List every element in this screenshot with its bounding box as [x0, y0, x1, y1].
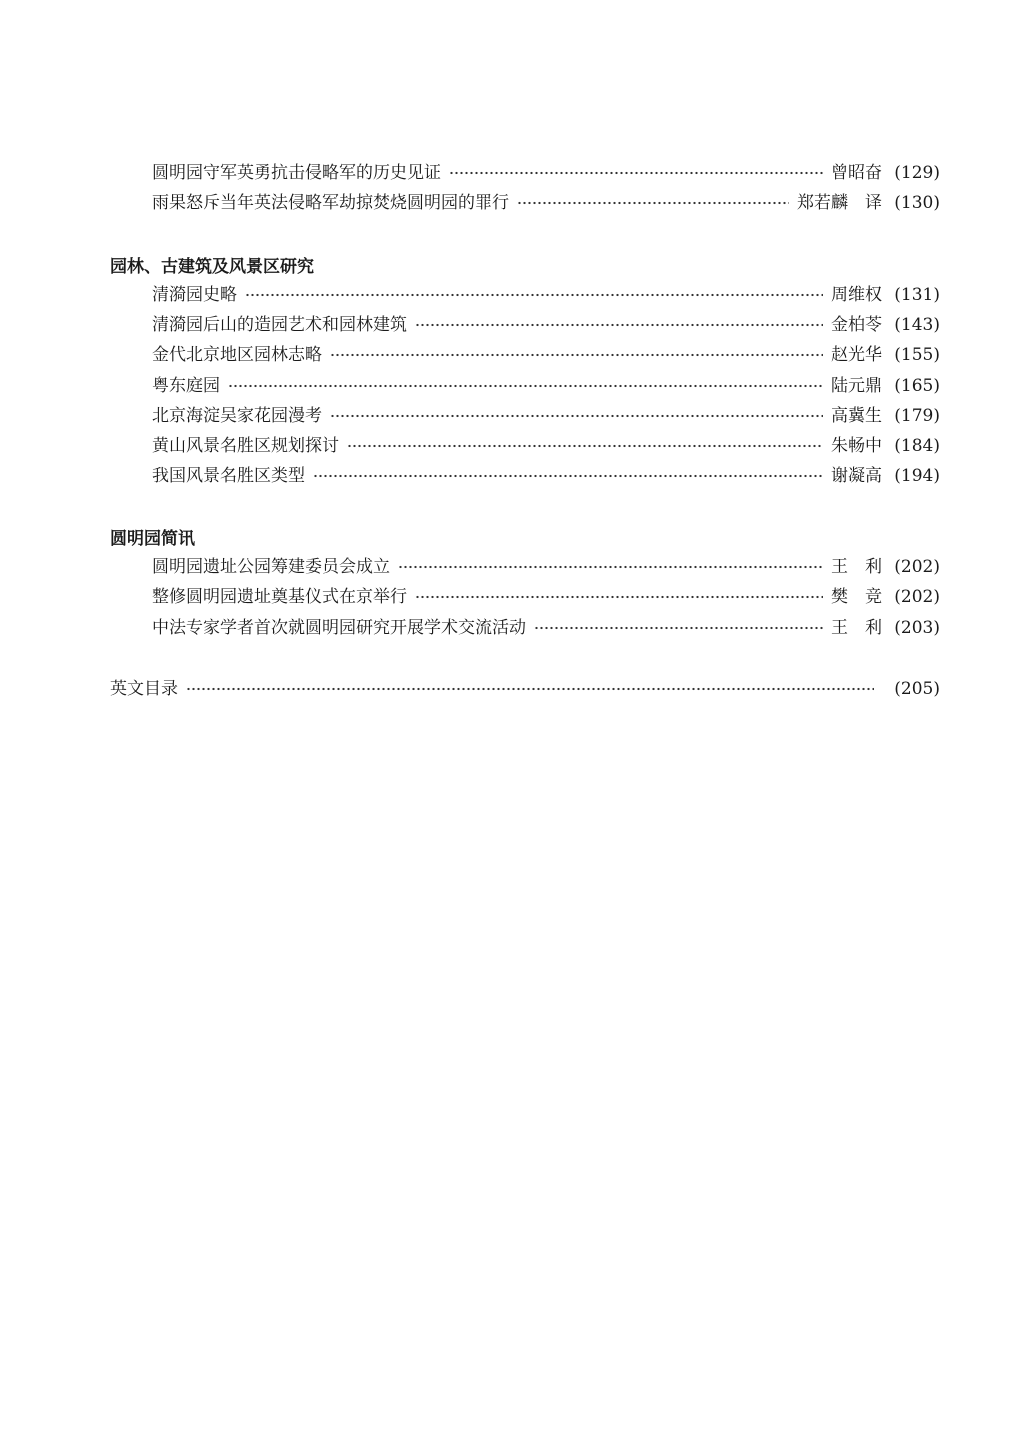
entry-author: 赵光华	[831, 345, 882, 365]
dot-leader	[245, 293, 823, 297]
dot-leader	[347, 444, 823, 448]
toc-entry[interactable]	[152, 617, 940, 639]
entry-page: (130)	[894, 193, 940, 213]
dot-leader	[330, 414, 823, 418]
section-heading: 圆明园简讯	[110, 529, 195, 549]
entry-title: 中法专家学者首次就圆明园研究开展学术交流活动	[152, 618, 526, 638]
dot-leader	[330, 353, 823, 357]
dot-leader	[398, 565, 823, 569]
entry-author: 高冀生	[831, 406, 882, 426]
entry-title: 英文目录	[110, 679, 178, 699]
dot-leader	[313, 474, 823, 478]
entry-title: 我国风景名胜区类型	[152, 466, 305, 486]
entry-page: (165)	[894, 376, 940, 396]
toc-entry[interactable]	[152, 162, 940, 184]
toc-entry[interactable]	[152, 586, 940, 608]
dot-leader	[415, 595, 823, 599]
toc-entry[interactable]	[152, 556, 940, 578]
entry-title: 金代北京地区园林志略	[152, 345, 322, 365]
entry-author: 曾昭奋	[831, 163, 882, 183]
section-heading: 园林、古建筑及风景区研究	[110, 257, 314, 277]
entry-title: 北京海淀吴家花园漫考	[152, 406, 322, 426]
entry-page: (203)	[894, 618, 940, 638]
entry-page: (202)	[894, 587, 940, 607]
entry-title: 圆明园遗址公园筹建委员会成立	[152, 557, 390, 577]
entry-author: 郑若麟 译	[797, 193, 882, 213]
toc-entry[interactable]	[152, 465, 940, 487]
toc-entry[interactable]	[152, 284, 940, 306]
entry-author: 王 利	[831, 557, 882, 577]
toc-entry[interactable]	[152, 314, 940, 336]
entry-title: 雨果怒斥当年英法侵略军劫掠焚烧圆明园的罪行	[152, 193, 509, 213]
entry-author: 王 利	[831, 618, 882, 638]
dot-leader	[415, 323, 823, 327]
entry-page: (155)	[894, 345, 940, 365]
dot-leader	[228, 384, 823, 388]
entry-page: (129)	[894, 163, 940, 183]
entry-author: 陆元鼎	[831, 376, 882, 396]
dot-leader	[517, 201, 789, 205]
entry-page: (205)	[894, 679, 940, 699]
entry-title: 清漪园后山的造园艺术和园林建筑	[152, 315, 407, 335]
entry-author: 谢凝高	[831, 466, 882, 486]
dot-leader	[449, 171, 823, 175]
entry-author: 周维权	[831, 285, 882, 305]
entry-author: 朱畅中	[831, 436, 882, 456]
toc-entry[interactable]	[152, 344, 940, 366]
entry-page: (179)	[894, 406, 940, 426]
toc-entry[interactable]	[152, 435, 940, 457]
toc-entry[interactable]	[152, 192, 940, 214]
toc-entry-english[interactable]	[110, 678, 940, 700]
entry-title: 圆明园守军英勇抗击侵略军的历史见证	[152, 163, 441, 183]
entry-title: 整修圆明园遗址奠基仪式在京举行	[152, 587, 407, 607]
toc-entry[interactable]	[152, 405, 940, 427]
dot-leader	[186, 687, 874, 691]
dot-leader	[534, 626, 823, 630]
entry-title: 清漪园史略	[152, 285, 237, 305]
entry-title: 粤东庭园	[152, 376, 220, 396]
entry-page: (184)	[894, 436, 940, 456]
entry-author: 樊 竞	[831, 587, 882, 607]
toc-entry[interactable]	[152, 375, 940, 397]
entry-page: (194)	[894, 466, 940, 486]
entry-page: (131)	[894, 285, 940, 305]
entry-title: 黄山风景名胜区规划探讨	[152, 436, 339, 456]
entry-author: 金柏苓	[831, 315, 882, 335]
entry-page: (143)	[894, 315, 940, 335]
entry-page: (202)	[894, 557, 940, 577]
